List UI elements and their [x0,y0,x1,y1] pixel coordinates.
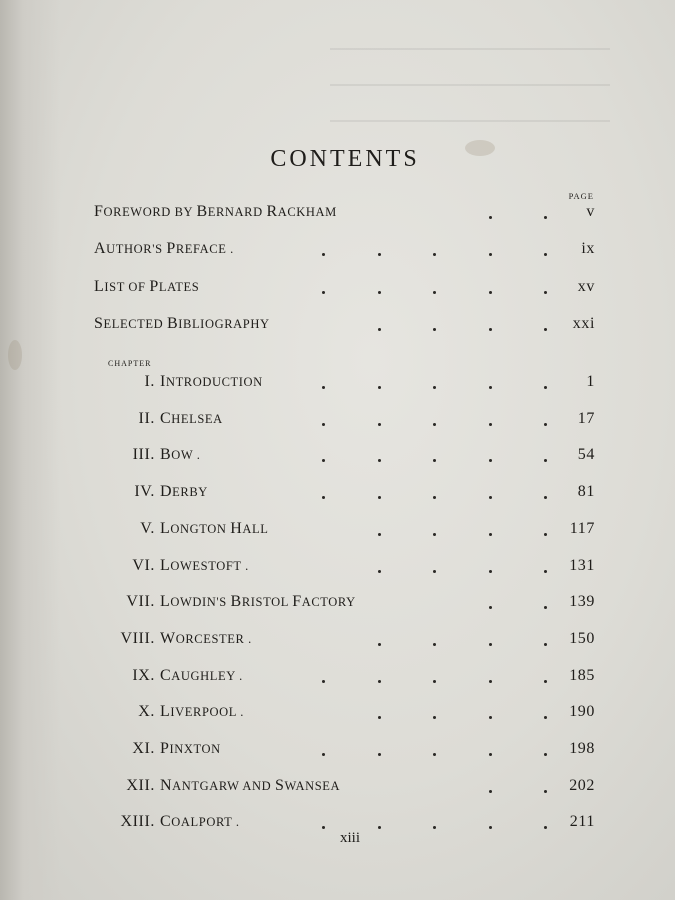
chapter-row [0,703,675,727]
chapter-title: BOW . [160,446,201,464]
leader-dot [378,386,381,389]
chapter-title: NANTGARW AND SWANSEA [160,776,341,794]
leader-dot [489,643,492,646]
leader-dot [378,328,381,331]
chapter-page-number: 54 [577,446,595,464]
leader-dot [489,459,492,462]
leader-dot [433,328,436,331]
chapter-number: IV. [134,483,155,501]
chapter-number: X. [138,703,155,721]
leader-dot [489,716,492,719]
leader-dot [544,716,547,719]
leader-dot [489,606,492,609]
chapter-page-number: 198 [569,740,595,757]
chapter-number: IX. [132,666,155,684]
chapter-page-number: 202 [569,776,595,794]
leader-dot [378,753,381,756]
chapter-page-number: 190 [569,703,595,721]
chapter-number: XIII. [120,813,155,831]
chapter-number: VI. [132,556,155,574]
leader-dot [322,291,325,294]
leader-dot [544,570,547,573]
leader-dot [378,680,381,683]
leader-dot [378,496,381,499]
chapter-page-number: 211 [569,813,595,831]
leader-dot [544,533,547,536]
leader-dot [433,826,436,829]
chapter-page-number: 1 [586,373,595,390]
leader-dot [433,291,436,294]
leader-dot [322,459,325,462]
leader-dot [544,680,547,683]
chapter-row [0,373,675,397]
leader-dot [489,753,492,756]
chapter-title: CHELSEA [160,409,223,427]
leader-dot [433,533,436,536]
chapter-row [0,740,675,764]
front-matter-row [0,278,675,302]
leader-dot [489,328,492,331]
entry-page-number: xv [577,278,595,295]
leader-dot [489,680,492,683]
leader-dot [544,253,547,256]
leader-dot [544,423,547,426]
leader-dot [378,533,381,536]
leader-dot [544,328,547,331]
leader-dot [322,386,325,389]
leader-dot [544,291,547,294]
leader-dot [378,716,381,719]
leader-dot [433,716,436,719]
chapter-title: LONGTON HALL [160,519,269,537]
chapter-page-number: 131 [569,556,595,574]
chapter-title: DERBY [160,483,208,501]
leader-dot [544,459,547,462]
chapter-title: PINXTON [160,740,221,757]
chapter-page-number: 17 [577,409,595,427]
chapter-number: XI. [132,740,155,757]
chapter-title: LOWESTOFT . [160,556,249,574]
leader-dot [378,253,381,256]
chapter-number: XII. [126,776,155,794]
leader-dot [544,606,547,609]
chapter-row [0,483,675,507]
leader-dot [544,496,547,499]
leader-dot [378,291,381,294]
chapter-page-number: 139 [569,593,595,611]
chapter-number: II. [138,409,155,427]
chapter-row [0,667,675,691]
leader-dot [322,253,325,256]
leader-dot [489,386,492,389]
leader-dot [433,643,436,646]
leader-dot [378,826,381,829]
chapter-title: LOWDIN'S BRISTOL FACTORY [160,593,356,611]
chapter-title: COALPORT . [160,813,240,831]
leader-dot [544,790,547,793]
leader-dot [544,386,547,389]
leader-dot [322,680,325,683]
show-through-text [330,30,610,140]
leader-dot [489,533,492,536]
chapter-number: VIII. [120,629,155,647]
chapter-title: WORCESTER . [160,629,252,647]
chapter-page-number: 117 [569,519,595,537]
leader-dot [544,753,547,756]
leader-dot [378,423,381,426]
chapter-row [0,520,675,544]
leader-dot [433,459,436,462]
leader-dot [544,826,547,829]
entry-page-number: ix [581,240,595,257]
leader-dot [433,253,436,256]
chapter-column-label: CHAPTER [108,359,152,368]
chapter-row [0,446,675,470]
leader-dot [433,680,436,683]
entry-page-number: v [586,203,595,220]
leader-dot [378,570,381,573]
leader-dot [378,459,381,462]
leader-dot [489,216,492,219]
leader-dot [489,423,492,426]
leader-dot [489,253,492,256]
entry-title: AUTHOR'S PREFACE . [94,240,234,257]
leader-dot [433,423,436,426]
leader-dot [489,291,492,294]
chapter-number: V. [140,519,155,537]
leader-dot [489,496,492,499]
entry-page-number: xxi [572,315,595,332]
chapter-number: VII. [126,593,155,611]
leader-dot [322,423,325,426]
leader-dot [378,643,381,646]
entry-title: LIST OF PLATES [94,278,200,295]
chapter-row [0,557,675,581]
leader-dot [489,790,492,793]
leader-dot [322,826,325,829]
chapter-row [0,777,675,801]
entry-title: SELECTED BIBLIOGRAPHY [94,315,270,332]
front-matter-row [0,203,675,227]
leader-dot [433,496,436,499]
page-column-label: PAGE [568,191,594,201]
contents-heading: CONTENTS [270,146,420,172]
page-folio: xiii [339,830,360,846]
chapter-row [0,593,675,617]
chapter-row [0,410,675,434]
chapter-page-number: 81 [577,483,595,501]
leader-dot [433,570,436,573]
leader-dot [544,643,547,646]
chapter-title: CAUGHLEY . [160,666,243,684]
chapter-row [0,630,675,654]
chapter-page-number: 185 [569,666,595,684]
chapter-page-number: 150 [569,629,595,647]
front-matter-row [0,240,675,264]
chapter-title: INTRODUCTION [160,373,263,390]
leader-dot [433,753,436,756]
chapter-number: I. [144,373,155,390]
chapter-title: LIVERPOOL . [160,703,244,721]
leader-dot [322,753,325,756]
paper-stain [8,340,22,370]
leader-dot [433,386,436,389]
leader-dot [544,216,547,219]
chapter-number: III. [132,446,155,464]
front-matter-row [0,315,675,339]
entry-title: FOREWORD BY BERNARD RACKHAM [94,203,337,220]
leader-dot [489,570,492,573]
leader-dot [489,826,492,829]
leader-dot [322,496,325,499]
